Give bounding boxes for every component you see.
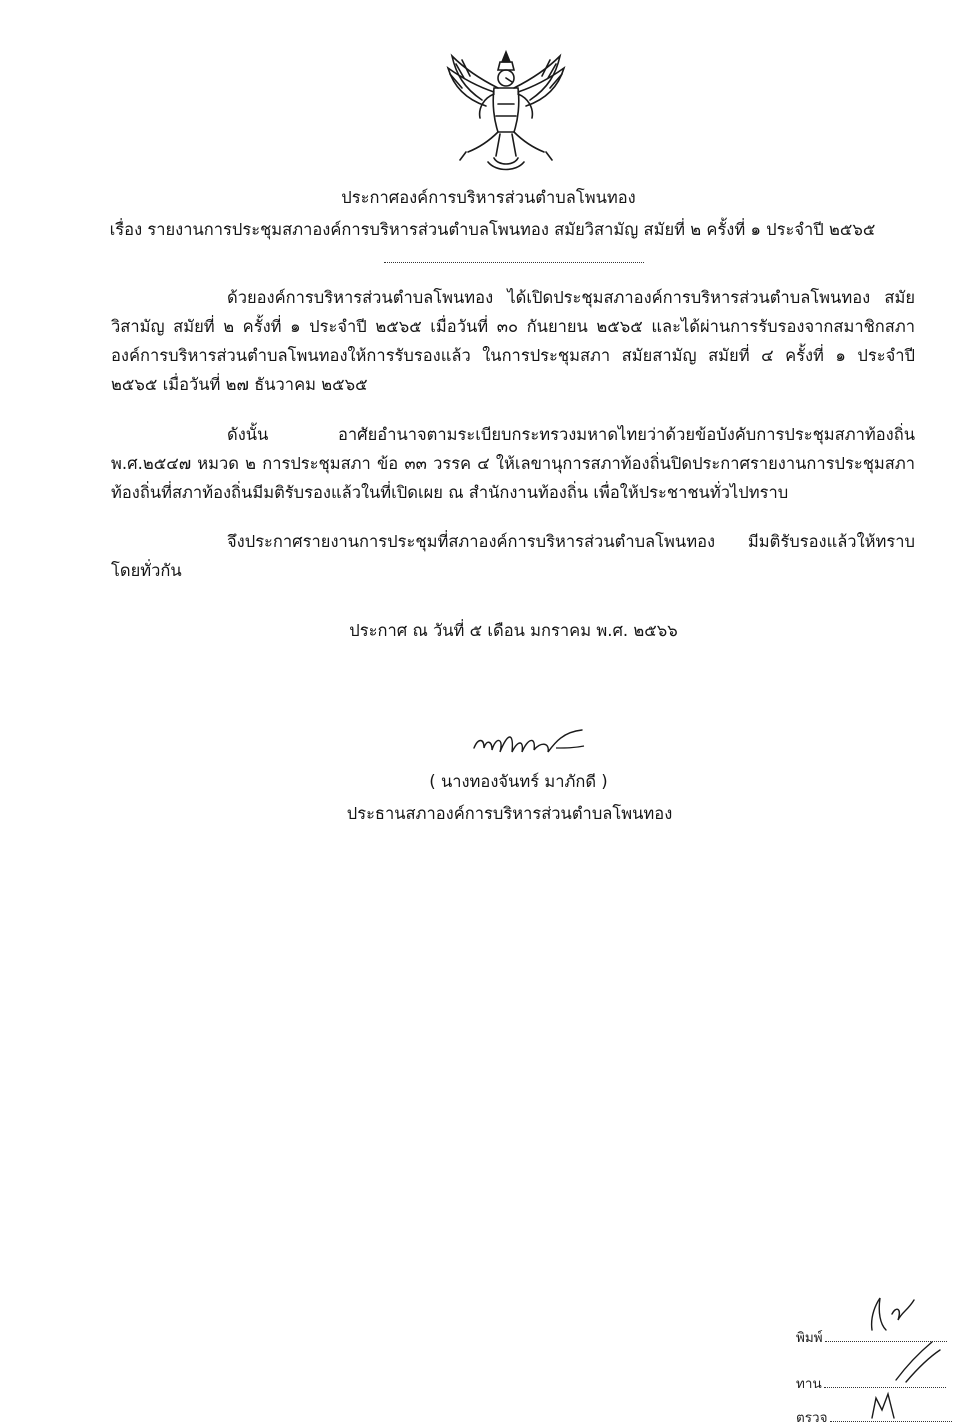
stamp-check-label: ตรวจ (796, 1410, 828, 1426)
announcement-title: ประกาศองค์การบริหารส่วนตำบลโพนทอง (341, 188, 636, 207)
initials-stamp (796, 1290, 977, 1426)
stamp-print-label: พิมพ์ (796, 1330, 823, 1346)
paragraph-conclusion: จึงประกาศรายงานการประชุมที่สภาองค์การบริหารส่วนตำบลโพนทอง มีมติรับรองแล้วให้ทราบโดยทั่วกัน (111, 532, 915, 580)
paragraph-meeting-report: ด้วยองค์การบริหารส่วนตำบลโพนทอง ได้เปิดประชุมสภาองค์การบริหารส่วนตำบลโพนทอง สมัยวิสามัญ สมัยที่ ๒ ครั้งที่ ๑ ประจำปี ๒๕๖๕ เมื่อวันที่ ๓๐ กันยายน ๒๕๖๕ และได้ผ่านการรับรองจากสมาชิกสภาองค์การบริหารส่วนตำบลโพนทองให้การรับรองแล้ว ในการประชุมสภา สมัยสามัญ สมัยที่ ๔ ครั้งที่ ๑ ประจำปี ๒๕๖๕ เมื่อวันที่ ๒๗ ธันวาคม ๒๕๖๕ (111, 288, 915, 394)
stamp-initials-icon (836, 1290, 976, 1419)
announcement-date: ประกาศ ณ วันที่ ๕ เดือน มกราคม พ.ศ. ๒๕๖๖ (349, 621, 678, 640)
dotted-divider (384, 262, 644, 263)
paragraph-legal-basis: ดังนั้น อาศัยอำนาจตามระเบียบกระทรวงมหาดไทยว่าด้วยข้อบังคับการประชุมสภาท้องถิ่น พ.ศ.๒๕๔๗ หมวด ๒ การประชุมสภา ข้อ ๓๓ วรรค ๔ ให้เลขานุการสภาท้องถิ่นปิดประกาศรายงานการประชุมสภาท้องถิ่นที่สภาท้องถิ่นมีมติรับรองแล้วในที่เปิดเผย ณ สำนักงานท้องถิ่น เพื่อให้ประชาชนทั่วไปทราบ (111, 425, 915, 502)
signatory-name: ( นางทองจันทร์ มาภักดี ) (429, 772, 608, 791)
garuda-emblem-icon (438, 48, 574, 174)
stamp-draft-label: ทาน (796, 1376, 822, 1392)
announcement-subject: เรื่อง รายงานการประชุมสภาองค์การบริหารส่วนตำบลโพนทอง สมัยวิสามัญ สมัยที่ ๒ ครั้งที่ ๑ ประจำปี ๒๕๖๕ (109, 220, 876, 239)
signatory-position: ประธานสภาองค์การบริหารส่วนตำบลโพนทอง (346, 804, 673, 823)
handwritten-signature-icon (470, 718, 590, 762)
